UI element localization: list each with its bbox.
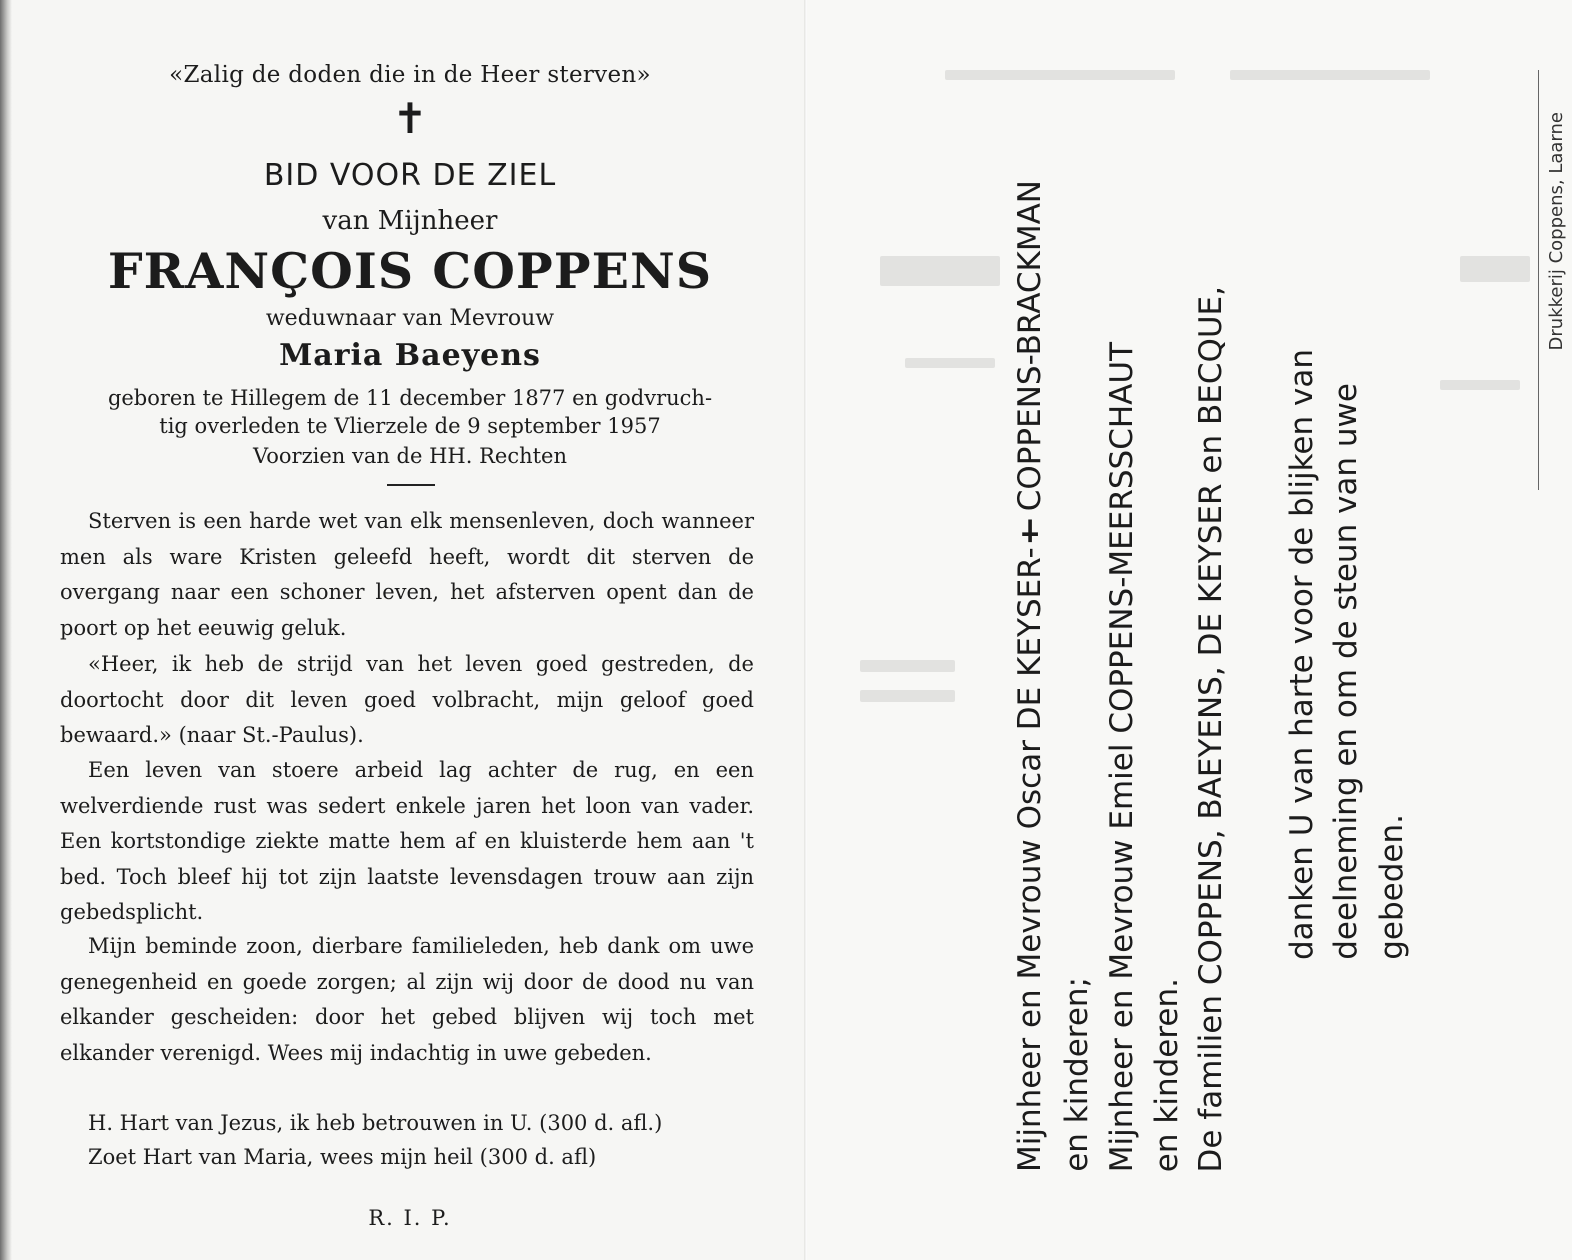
- cross-icon: ✝: [392, 94, 428, 143]
- body-paragraph: [60, 647, 754, 754]
- right-page: [806, 0, 1572, 1260]
- scan-edge-shadow: [0, 0, 12, 1260]
- indulgence-prayer: H. Hart van Jezus, ik heb betrouwen in U. (300 d. afl.): [88, 1111, 663, 1135]
- show-through-mark: [880, 256, 1000, 286]
- birth-line: geboren te Hillegem de 11 december 1877 en godvruch-: [107, 386, 713, 410]
- body-paragraph: [60, 504, 754, 646]
- sacraments-line: Voorzien van de HH. Rechten: [253, 444, 567, 468]
- body-paragraph: [60, 929, 754, 1071]
- paragraph-text: Een leven van stoere arbeid lag achter de rug, en een welverdiende rust was sedert enkele jaren het loon van vader. Een kortstondige ziekte matte hem af en kluisterde hem aan 't bed. Toch bleef hij tot zijn laatste levensdagen trouw aan zijn gebedsplicht.: [60, 758, 754, 924]
- show-through-mark: [1460, 256, 1530, 282]
- printer-divider: [1538, 70, 1539, 490]
- paragraph-text: Sterven is een harde wet van elk mensenleven, doch wanneer men als ware Kristen geleefd heeft, wordt dit sterven de overgang naar een schoner leven, het afsterven opent dan de poort op het eeuwig geluk.: [60, 509, 754, 640]
- show-through-mark: [905, 358, 995, 368]
- show-through-mark: [860, 690, 955, 702]
- honorific: van Mijnheer: [322, 206, 498, 236]
- prayer-heading: BID VOOR DE ZIEL: [263, 158, 557, 193]
- indulgence-prayer: Zoet Hart van Maria, wees mijn heil (300 d. afl): [88, 1145, 597, 1169]
- deceased-name: FRANÇOIS COPPENS: [107, 242, 713, 300]
- family-line: en kinderen;: [1059, 977, 1095, 1172]
- paragraph-text: Mijn beminde zoon, dierbare familieleden, heb dank om uwe genegenheid en goede zorgen; al zijn wij door de dood nu van elkander gescheiden: door het gebed blijven wij toch met elkander verenigd. Wees mij indachtig in uwe gebeden.: [60, 934, 754, 1065]
- spouse-name: Maria Baeyens: [279, 338, 541, 373]
- show-through-mark: [1440, 380, 1520, 390]
- thanks-line: danken U van harte voor de blijken van: [1284, 348, 1320, 960]
- widower-line: weduwnaar van Mevrouw: [265, 306, 555, 331]
- show-through-mark: [1230, 70, 1430, 80]
- scripture-quote: «Zalig de doden die in de Heer sterven»: [169, 62, 651, 88]
- thanks-line: gebeden.: [1374, 814, 1410, 960]
- show-through-mark: [945, 70, 1175, 80]
- thanks-line: deelneming en om de steun van uwe: [1328, 383, 1364, 960]
- body-paragraph: [60, 753, 754, 931]
- rip-text: R. I. P.: [368, 1206, 452, 1230]
- death-line: tig overleden te Vlierzele de 9 september 1957: [159, 414, 661, 438]
- divider: [387, 484, 435, 486]
- family-line: De familien COPPENS, BAEYENS, DE KEYSER en BECQUE,: [1193, 285, 1229, 1172]
- family-line: Mijnheer en Mevrouw Emiel COPPENS-MEERSSCHAUT: [1104, 341, 1140, 1172]
- printer-credit: Drukkerij Coppens, Laarne: [1546, 112, 1567, 351]
- paragraph-text: «Heer, ik heb de strijd van het leven goed gestreden, de doortocht door dit leven goed volbracht, mijn geloof goed bewaard.» (naar St.-Paulus).: [60, 652, 754, 747]
- show-through-mark: [860, 660, 955, 672]
- family-line: en kinderen.: [1149, 977, 1185, 1172]
- card-fold: [804, 0, 807, 1260]
- family-line: Mijnheer en Mevrouw Oscar DE KEYSER-✝COPPENS-BRACKMAN: [1012, 179, 1048, 1172]
